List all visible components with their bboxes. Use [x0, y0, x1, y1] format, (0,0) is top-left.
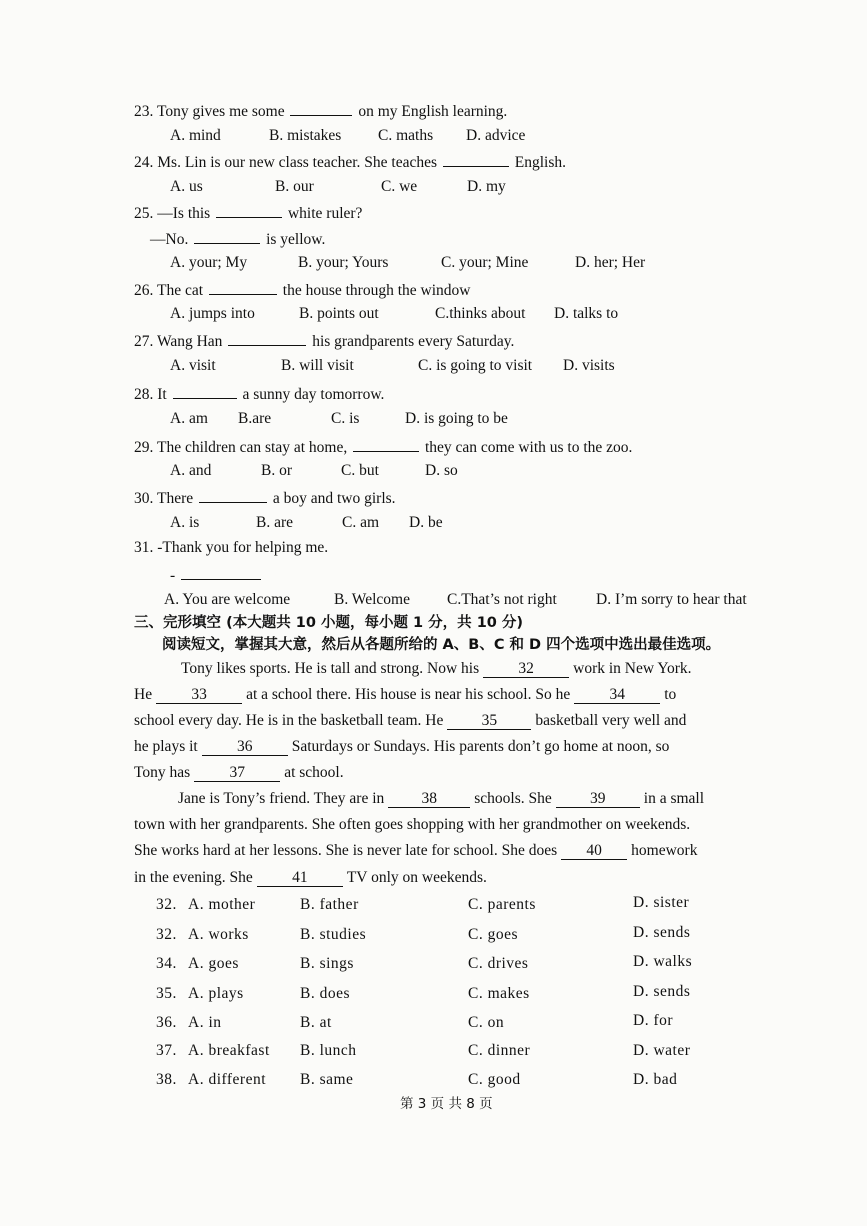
- question-30-stem: 30. There: [134, 490, 194, 507]
- option-a: A. your; My: [170, 254, 248, 271]
- option-b: B. points out: [299, 305, 379, 322]
- option-d: D. visits: [563, 357, 615, 374]
- option-a: A. in: [188, 1014, 222, 1031]
- option-b: B. lunch: [300, 1042, 357, 1059]
- blank-40: 40: [561, 843, 627, 860]
- passage-text: He: [134, 686, 153, 703]
- option-d: D. water: [633, 1042, 691, 1059]
- page-number: 第 3 页 共 8 页: [400, 1096, 493, 1112]
- option-c: C.That’s not right: [447, 591, 557, 608]
- question-28: [134, 385, 384, 403]
- option-b: B. sings: [300, 955, 354, 972]
- option-a: A. plays: [188, 985, 244, 1002]
- blank-38: 38: [388, 791, 470, 808]
- option-d: D. for: [633, 1012, 674, 1029]
- option-a: A. and: [170, 462, 212, 479]
- passage-text: Saturdays or Sundays. His parents don’t go home at noon, so: [291, 738, 670, 755]
- answer-blank: [209, 281, 277, 295]
- section-heading: [134, 616, 523, 631]
- passage-line: town with her grandparents. She often goes shopping with her grandmother on weekends.: [134, 816, 691, 833]
- option-d: D. is going to be: [405, 410, 508, 427]
- passage-text: he plays it: [134, 738, 198, 755]
- option-b: B. our: [275, 178, 314, 195]
- option-d: D. I’m sorry to hear that: [596, 591, 747, 608]
- option-d: D. talks to: [554, 305, 619, 322]
- option-d: D. sends: [633, 983, 691, 1000]
- question-29-stem-end: they can come with us to the zoo.: [424, 439, 633, 456]
- question-23: [134, 102, 507, 120]
- question-31: 31. -Thank you for helping me.: [134, 539, 329, 556]
- option-a: A. works: [188, 926, 249, 943]
- passage-text: She works hard at her lessons. She is never late for school. She does: [134, 842, 558, 859]
- option-c: C. your; Mine: [441, 254, 529, 271]
- answer-blank: [216, 204, 282, 218]
- option-b: B. Welcome: [334, 591, 410, 608]
- question-23-stem-end: on my English learning.: [358, 103, 508, 120]
- option-a: A. jumps into: [170, 305, 255, 322]
- option-c: C. drives: [468, 955, 529, 972]
- section-number: 三、完形填空: [134, 615, 221, 631]
- option-c: C. but: [341, 462, 379, 479]
- option-a: A. You are welcome: [164, 591, 291, 608]
- question-29: [134, 438, 632, 456]
- option-a: A. am: [170, 410, 208, 427]
- option-c: C. goes: [468, 926, 518, 943]
- answer-blank: [443, 153, 509, 167]
- passage-line: [134, 843, 697, 860]
- option-d: D. sends: [633, 924, 691, 941]
- option-c: C. makes: [468, 985, 530, 1002]
- option-number: 35.: [156, 985, 177, 1002]
- question-26-stem: 26. The cat: [134, 282, 204, 299]
- option-b: B. at: [300, 1014, 332, 1031]
- passage-text: at school.: [284, 764, 344, 781]
- option-number: 34.: [156, 955, 177, 972]
- passage-line: [134, 870, 487, 887]
- passage-line: [134, 765, 344, 782]
- blank-34: 34: [574, 687, 660, 704]
- question-26: [134, 281, 470, 299]
- option-b: B. same: [300, 1071, 354, 1088]
- section-instruction: 阅读短文，掌握其大意，然后从各题所给的 A、B、C 和 D 四个选项中选出最佳选项。: [162, 637, 721, 653]
- passage-text: at a school there. His house is near his school. So he: [246, 686, 571, 703]
- passage-line: [134, 687, 676, 704]
- passage-text: Jane is Tony’s friend. They are in: [178, 790, 385, 807]
- option-d: D. be: [409, 514, 443, 531]
- passage-text: schools. She: [474, 790, 552, 807]
- option-b: B. mistakes: [269, 127, 342, 144]
- option-a: A. different: [188, 1071, 267, 1088]
- question-30-stem-end: a boy and two girls.: [272, 490, 396, 507]
- passage-text: in a small: [643, 790, 705, 807]
- option-number: 36.: [156, 1014, 177, 1031]
- question-25: [134, 204, 362, 222]
- option-d: D. bad: [633, 1071, 678, 1088]
- option-a: A. is: [170, 514, 200, 531]
- option-number: 32.: [156, 896, 177, 913]
- option-b: B.are: [238, 410, 272, 427]
- option-number: 37.: [156, 1042, 177, 1059]
- blank-37: 37: [194, 765, 280, 782]
- question-25-stem-end: white ruler?: [287, 205, 363, 222]
- blank-33: 33: [156, 687, 242, 704]
- option-b: B. your; Yours: [298, 254, 389, 271]
- question-26-stem-end: the house through the window: [282, 282, 471, 299]
- passage-line: [178, 791, 704, 808]
- question-25-reply: [150, 230, 325, 248]
- answer-blank: [228, 332, 306, 346]
- option-d: D. so: [425, 462, 458, 479]
- option-c: C. am: [342, 514, 380, 531]
- question-25-reply-end: is yellow.: [266, 231, 326, 248]
- question-30: [134, 489, 396, 507]
- reply-dash: -: [170, 567, 176, 584]
- blank-35: 35: [447, 713, 531, 730]
- option-c: C. dinner: [468, 1042, 531, 1059]
- question-27-stem: 27. Wang Han: [134, 333, 223, 350]
- question-25-reply-start: —No.: [150, 231, 189, 248]
- question-23-stem: 23. Tony gives me some: [134, 103, 285, 120]
- question-27: [134, 332, 514, 350]
- option-number: 38.: [156, 1071, 177, 1088]
- option-d: D. my: [467, 178, 506, 195]
- question-29-stem: 29. The children can stay at home,: [134, 439, 348, 456]
- blank-39: 39: [556, 791, 640, 808]
- blank-36: 36: [202, 739, 288, 756]
- passage-text: Tony likes sports. He is tall and strong. Now his: [181, 660, 480, 677]
- passage-text: TV only on weekends.: [346, 869, 487, 886]
- option-b: B. are: [256, 514, 294, 531]
- option-d: D. her; Her: [575, 254, 646, 271]
- option-number: 32.: [156, 926, 177, 943]
- question-27-stem-end: his grandparents every Saturday.: [312, 333, 515, 350]
- option-c: C. maths: [378, 127, 434, 144]
- passage-text: work in New York.: [573, 660, 692, 677]
- question-24-stem-end: English.: [514, 154, 567, 171]
- question-31-reply: [170, 566, 263, 584]
- answer-blank: [353, 438, 419, 452]
- question-24: [134, 153, 566, 171]
- option-d: D. walks: [633, 953, 693, 970]
- passage-line: [181, 661, 692, 678]
- option-a: A. goes: [188, 955, 239, 972]
- passage-text: homework: [631, 842, 698, 859]
- option-c: C.thinks about: [435, 305, 526, 322]
- answer-blank: [181, 566, 261, 580]
- answer-blank: [173, 385, 237, 399]
- option-a: A. mother: [188, 896, 256, 913]
- answer-blank: [194, 230, 260, 244]
- option-b: B. does: [300, 985, 350, 1002]
- section-description: (本大题共 10 小题，每小题 1 分，共 10 分): [226, 615, 524, 631]
- option-b: B. or: [261, 462, 292, 479]
- passage-text: basketball very well and: [535, 712, 687, 729]
- option-c: C. good: [468, 1071, 521, 1088]
- passage-text: Tony has: [134, 764, 191, 781]
- question-28-stem-end: a sunny day tomorrow.: [242, 386, 385, 403]
- option-d: D. advice: [466, 127, 526, 144]
- answer-blank: [199, 489, 267, 503]
- option-b: B. studies: [300, 926, 367, 943]
- option-b: B. will visit: [281, 357, 354, 374]
- passage-line: [134, 713, 686, 730]
- option-b: B. father: [300, 896, 359, 913]
- passage-text: in the evening. She: [134, 869, 253, 886]
- question-24-stem: 24. Ms. Lin is our new class teacher. She teaches: [134, 154, 438, 171]
- option-d: D. sister: [633, 894, 690, 911]
- option-a: A. mind: [170, 127, 221, 144]
- question-25-stem: 25. —Is this: [134, 205, 211, 222]
- option-c: C. we: [381, 178, 418, 195]
- option-c: C. is going to visit: [418, 357, 533, 374]
- option-a: A. breakfast: [188, 1042, 270, 1059]
- option-a: A. us: [170, 178, 203, 195]
- passage-text: to: [664, 686, 677, 703]
- option-a: A. visit: [170, 357, 216, 374]
- blank-41: 41: [257, 870, 343, 887]
- passage-line: [134, 739, 669, 756]
- option-c: C. parents: [468, 896, 536, 913]
- option-c: C. on: [468, 1014, 505, 1031]
- answer-blank: [290, 102, 352, 116]
- passage-text: school every day. He is in the basketball team. He: [134, 712, 444, 729]
- question-28-stem: 28. It: [134, 386, 167, 403]
- option-c: C. is: [331, 410, 360, 427]
- blank-32: 32: [483, 661, 569, 678]
